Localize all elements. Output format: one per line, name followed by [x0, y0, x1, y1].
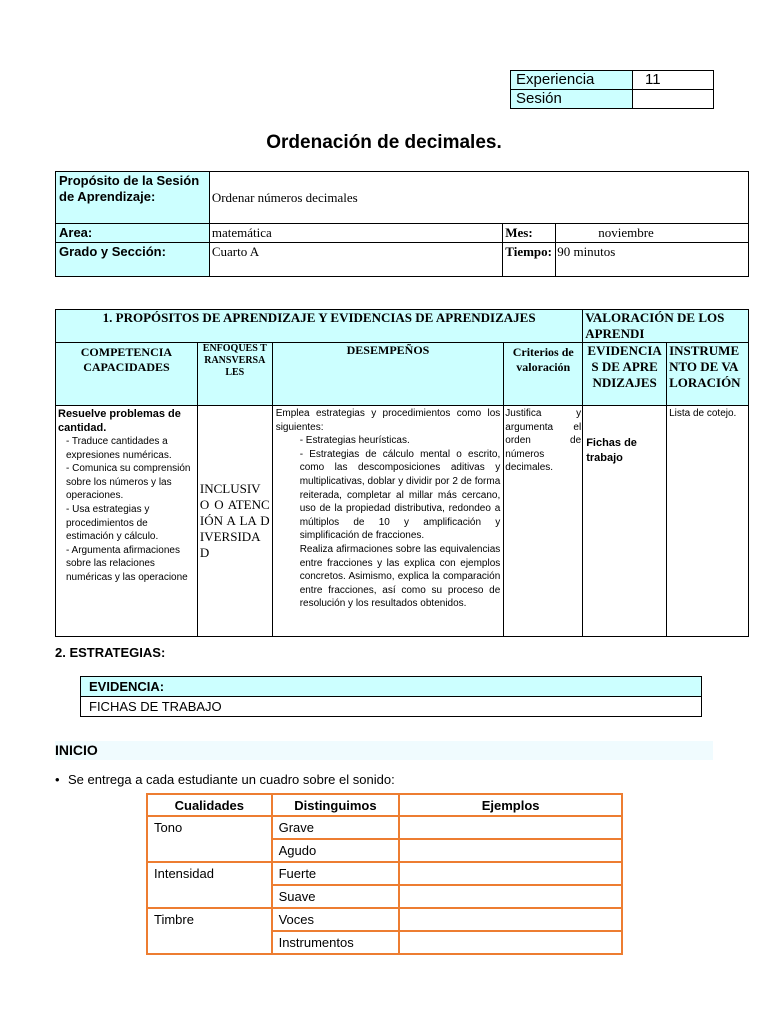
experiencia-value: 11 [633, 71, 714, 90]
mes-label: Mes: [503, 224, 556, 243]
learning-purposes-table [55, 309, 749, 637]
criterio-text: Justifica y argumenta el orden de números decimales. [505, 408, 582, 474]
evidencia-box [80, 676, 702, 717]
competencia-item: - Comunica su comprensión sobre los números y las operaciones. [66, 463, 191, 502]
sound-table [146, 793, 623, 955]
competencia-cell [56, 406, 198, 637]
area-label: Area: [56, 224, 210, 243]
desempeno-item: - Estrategias heurísticas. [299, 435, 410, 447]
col-criterios: Criterios de valoración [504, 343, 583, 406]
cualidad-cell: Tono [147, 816, 272, 862]
ejemplos-cell [399, 816, 622, 839]
distinguimos-cell: Instrumentos [272, 931, 400, 954]
tiempo-label: Tiempo: [503, 243, 556, 277]
ejemplos-cell [399, 862, 622, 885]
distinguimos-cell: Fuerte [272, 862, 400, 885]
distinguimos-cell: Suave [272, 885, 400, 908]
col-evidencias: EVIDENCIAS DE APRENDIZAJES [583, 343, 667, 406]
grado-label: Grado y Sección: [56, 243, 210, 277]
sesion-label: Sesión [511, 90, 633, 109]
cualidad-cell: Intensidad [147, 862, 272, 908]
inicio-heading: INICIO [55, 741, 713, 760]
evidencia-value: FICHAS DE TRABAJO [81, 697, 702, 717]
enfoque-text: INCLUSIVO O ATENCIÓN A LA DIVERSIDAD [199, 481, 270, 560]
bullet-icon: • [55, 772, 60, 787]
sound-header-distinguimos: Distinguimos [272, 794, 400, 816]
experiencia-label: Experiencia [511, 71, 633, 90]
competencia-item: - Usa estrategias y procedimientos de estimación y cálculo. [66, 503, 159, 543]
experience-table [510, 70, 714, 109]
evidencia-label: EVIDENCIA: [81, 677, 702, 697]
bullet-text: Se entrega a cada estudiante un cuadro sobre el sonido: [68, 772, 395, 787]
cualidad-cell: Timbre [147, 908, 272, 954]
distinguimos-cell: Voces [272, 908, 400, 931]
competencia-title: Resuelve problemas de cantidad. [58, 408, 181, 434]
sound-header-ejemplos: Ejemplos [399, 794, 622, 816]
ejemplos-cell [399, 885, 622, 908]
proposito-label: Propósito de la Sesión de Aprendizaje: [56, 172, 210, 224]
ejemplos-cell [399, 908, 622, 931]
distinguimos-cell: Grave [272, 816, 400, 839]
col-enfoques: ENFOQUES TRANSVERSALES [197, 343, 272, 406]
instrumento-cell [667, 406, 749, 637]
instrumento-text: Lista de cotejo. [669, 408, 737, 419]
tiempo-value: 90 minutos [556, 243, 749, 277]
proposito-value: Ordenar números decimales [209, 172, 748, 224]
competencia-item: - Traduce cantidades a expresiones numéricas. [66, 436, 172, 461]
enfoque-cell [197, 406, 272, 637]
col-competencia: COMPETENCIA CAPACIDADES [56, 343, 198, 406]
desempeno-outro: Realiza afirmaciones sobre las equivalencias entre fracciones y las explica con ejemplos concretos. Asimismo, explica la comparación entre fracciones, así como su proceso de resolución y los resultados obtenidos. [299, 543, 501, 610]
area-value: matemática [209, 224, 502, 243]
col-instrumento: INSTRUMENTO DE VALORACIÓN [667, 343, 749, 406]
document-title: Ordenación de decimales. [266, 132, 502, 153]
bullet-item [55, 772, 395, 787]
col-desempenos: DESEMPEÑOS [272, 343, 504, 406]
evidencia-text: Fichas de trabajo [586, 437, 637, 464]
session-info-table [55, 171, 749, 277]
criterio-cell [504, 406, 583, 637]
sesion-value [633, 90, 714, 109]
valoracion-title: VALORACIÓN DE LOS APRENDI [583, 310, 749, 343]
desempeno-item: - Estrategias de cálculo mental o escrito, como las descomposiciones aditivas y multiplicativas, doblar y dividir por 2 de forma reiterada, completar al millar más cercano, uso de la propiedad distributiva, redondeo a múltiplos de 10 y amplificación y simplificación de fracciones. [299, 448, 501, 542]
estrategias-heading: 2. ESTRATEGIAS: [55, 645, 166, 660]
ejemplos-cell [399, 839, 622, 862]
distinguimos-cell: Agudo [272, 839, 400, 862]
evidencia-cell [583, 406, 667, 637]
ejemplos-cell [399, 931, 622, 954]
desempeno-cell [272, 406, 504, 637]
competencia-item: - Argumenta afirmaciones sobre las relaciones numéricas y las operacione [66, 544, 188, 583]
desempeno-intro: Emplea estrategias y procedimientos como los siguientes: [275, 408, 501, 433]
section1-title: 1. PROPÓSITOS DE APRENDIZAJE Y EVIDENCIAS DE APRENDIZAJES [56, 310, 583, 343]
grado-value: Cuarto A [209, 243, 502, 277]
mes-value: noviembre [556, 224, 749, 243]
sound-header-cualidades: Cualidades [147, 794, 272, 816]
